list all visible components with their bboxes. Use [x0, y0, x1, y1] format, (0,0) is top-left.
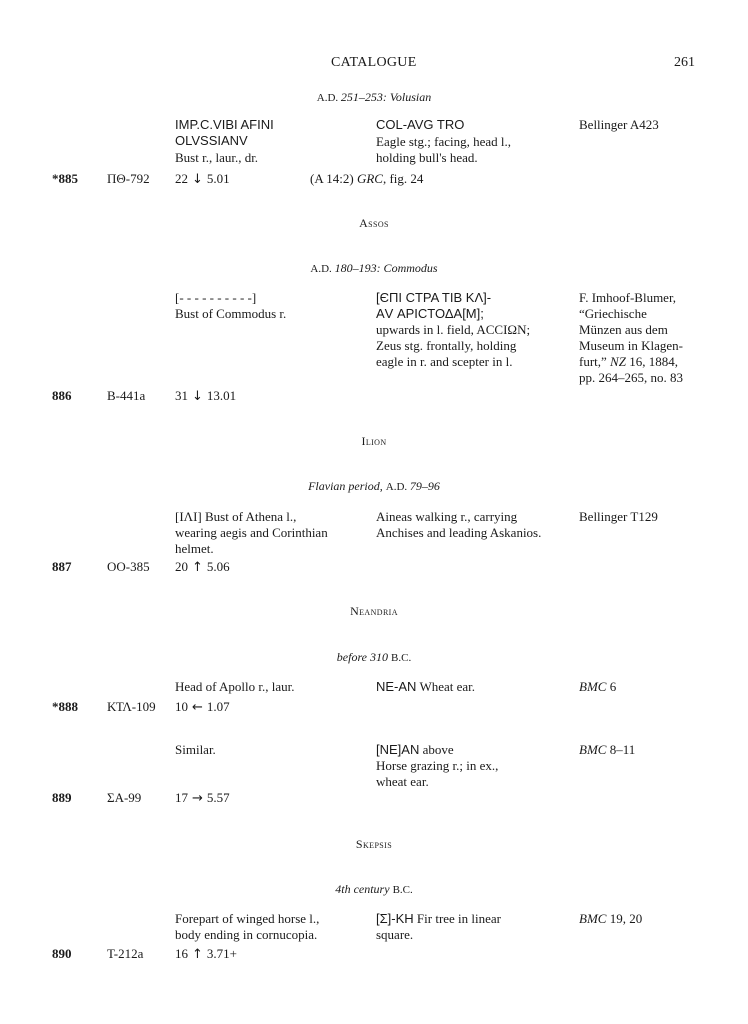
die-axis-arrow-icon: ↓	[192, 172, 203, 187]
obverse-legend-line: OLVSSIANV	[175, 133, 248, 148]
obverse-description: Head of Apollo r., laur.	[175, 679, 295, 694]
coin-metrics	[175, 388, 236, 404]
obverse-description	[175, 911, 319, 943]
era-label: A.D.	[385, 481, 410, 493]
reference-abbrev: BMC	[579, 679, 607, 694]
page-number: 261	[674, 55, 695, 70]
obverse-description-line: body ending in cornucopia.	[175, 927, 318, 942]
reference-abbrev: BMC	[579, 911, 607, 926]
obverse-description-line: wearing aegis and Corinthian	[175, 525, 328, 540]
reverse-description-line: upwards in l. field, ACCIΩN;	[376, 322, 531, 337]
period-label: before 310	[336, 650, 392, 664]
era-label: B.C.	[392, 884, 413, 896]
reverse-description-line: Eagle stg.; facing, head l.,	[376, 134, 512, 149]
reverse-description-line: eagle in r. and scepter in l.	[376, 354, 513, 369]
reference-abbrev: BMC	[579, 742, 607, 757]
note	[310, 171, 423, 187]
obverse-legend-line: IMP.C.VIBI AFINI	[175, 117, 274, 132]
reverse-description-line: wheat ear.	[376, 774, 429, 789]
reverse-description-line: Aineas walking r., carrying	[376, 509, 518, 524]
reverse-legend: [NE]AN	[376, 742, 420, 757]
reverse-legend	[376, 290, 491, 322]
reverse-description-line: square.	[376, 927, 414, 942]
reverse-legend: NE-AN	[376, 679, 417, 694]
reverse-description	[376, 742, 498, 790]
period-heading	[0, 882, 748, 897]
reverse-description	[376, 134, 511, 166]
reverse-description	[376, 911, 501, 943]
weight: 5.01	[206, 171, 230, 186]
accession-number: ΚΤΛ-109	[107, 699, 156, 714]
weight: 3.71+	[206, 946, 237, 961]
era-label: A.D.	[310, 263, 335, 275]
diameter: 22	[175, 171, 188, 186]
reference-line: Münzen aus dem	[579, 322, 668, 337]
reverse-legend: COL-AVG TRO	[376, 117, 465, 132]
die-axis-arrow-icon: →	[192, 791, 203, 806]
reverse-legend-line: ΑV ΑΡΙCΤΟΔΑ[Μ];	[376, 306, 484, 321]
diameter: 31	[175, 388, 188, 403]
reference-line: “Griechische	[579, 306, 647, 321]
weight: 5.06	[206, 559, 230, 574]
coin-metrics	[175, 699, 230, 715]
obverse-description: Bust of Commodus r.	[175, 306, 287, 321]
reverse-description-line: Zeus stg. frontally, holding	[376, 338, 517, 353]
obverse-description: Bust r., laur., dr.	[175, 150, 259, 165]
catalogue-number: 887	[52, 559, 72, 574]
reverse-description	[376, 322, 530, 370]
period-label: 251–253: Volusian	[340, 90, 432, 104]
period-heading	[0, 90, 748, 105]
coin-metrics	[175, 790, 230, 806]
reverse-description-line: Anchises and leading Askanios.	[376, 525, 542, 540]
reference-line: Museum in Klagen-	[579, 338, 683, 353]
accession-number: ΣΑ-99	[107, 790, 142, 805]
era-label: B.C.	[391, 652, 412, 664]
die-axis-arrow-icon: ↓	[192, 389, 203, 404]
weight: 1.07	[206, 699, 230, 714]
reference-number: 8–11	[606, 742, 636, 757]
period-label: Flavian period,	[308, 479, 386, 493]
catalogue-number: 886	[52, 388, 72, 403]
obverse-description-line: helmet.	[175, 541, 214, 556]
diameter: 20	[175, 559, 188, 574]
obverse-description	[175, 509, 328, 557]
note-prefix: (A 14:2)	[310, 171, 357, 186]
place-heading: Neandria	[350, 604, 398, 618]
obverse-legend: [- - - - - - - - - -]	[175, 290, 257, 305]
place-heading: Assos	[359, 216, 389, 230]
coin-metrics	[175, 559, 230, 575]
catalogue-number: 890	[52, 946, 72, 961]
obverse-legend	[175, 117, 274, 149]
reverse-description-line: above	[422, 742, 454, 757]
diameter: 17	[175, 790, 188, 805]
period-heading	[0, 479, 748, 494]
reference: Bellinger T129	[579, 509, 658, 524]
coin-metrics	[175, 171, 230, 187]
reverse-legend-line: [ЄΠΙ CΤΡΑ ΤΙΒ ΚΛ]-	[376, 290, 492, 305]
diameter: 10	[175, 699, 188, 714]
die-axis-arrow-icon: ↑	[192, 560, 203, 575]
accession-number: B-441a	[107, 388, 146, 403]
reference-number: 19, 20	[606, 911, 643, 926]
period-heading	[0, 261, 748, 276]
reference	[579, 911, 642, 927]
accession-number: OO-385	[107, 559, 150, 574]
period-label: 180–193: Commodus	[334, 261, 438, 275]
catalogue-number: *885	[52, 171, 78, 186]
catalogue-number: 889	[52, 790, 72, 805]
obverse-description-line: Forepart of winged horse l.,	[175, 911, 320, 926]
coin-metrics	[175, 946, 237, 962]
page-title: CATALOGUE	[331, 55, 417, 70]
reverse-description-line: Fir tree in linear	[416, 911, 502, 926]
reverse-description-line: holding bull's head.	[376, 150, 478, 165]
note-italic: GRC	[356, 171, 383, 186]
place-heading: Ilion	[361, 434, 387, 448]
reference-line: pp. 264–265, no. 83	[579, 370, 683, 385]
diameter: 16	[175, 946, 188, 961]
weight: 13.01	[206, 388, 237, 403]
reference	[579, 742, 635, 758]
reverse-description-line: Wheat ear.	[419, 679, 476, 694]
catalogue-number: *888	[52, 699, 78, 714]
reference	[579, 679, 616, 695]
reverse-description-line: Horse grazing r.; in ex.,	[376, 758, 499, 773]
obverse-description: Similar.	[175, 742, 216, 757]
period-heading	[0, 650, 748, 665]
reference-line: furt,” NZ 16, 1884,	[579, 354, 678, 369]
reference: Bellinger A423	[579, 117, 659, 132]
accession-number: T-212a	[107, 946, 144, 961]
reference-number: 6	[606, 679, 617, 694]
note-suffix: , fig. 24	[382, 171, 424, 186]
reverse-legend: [Σ]-ΚΗ	[376, 911, 414, 926]
reference-line: F. Imhoof-Blumer,	[579, 290, 677, 305]
accession-number: ΠΘ-792	[107, 171, 150, 186]
place-heading: Skepsis	[355, 837, 393, 851]
reverse-description	[376, 679, 475, 695]
obverse-description-line: [ΙΛΙ] Bust of Athena l.,	[175, 509, 297, 524]
weight: 5.57	[206, 790, 230, 805]
die-axis-arrow-icon: ←	[192, 700, 203, 715]
die-axis-arrow-icon: ↑	[192, 947, 203, 962]
period-label-years: 79–96	[409, 479, 440, 493]
reference	[579, 290, 683, 386]
reverse-description	[376, 509, 541, 541]
era-label: A.D.	[316, 92, 341, 104]
period-label: 4th century	[335, 882, 393, 896]
